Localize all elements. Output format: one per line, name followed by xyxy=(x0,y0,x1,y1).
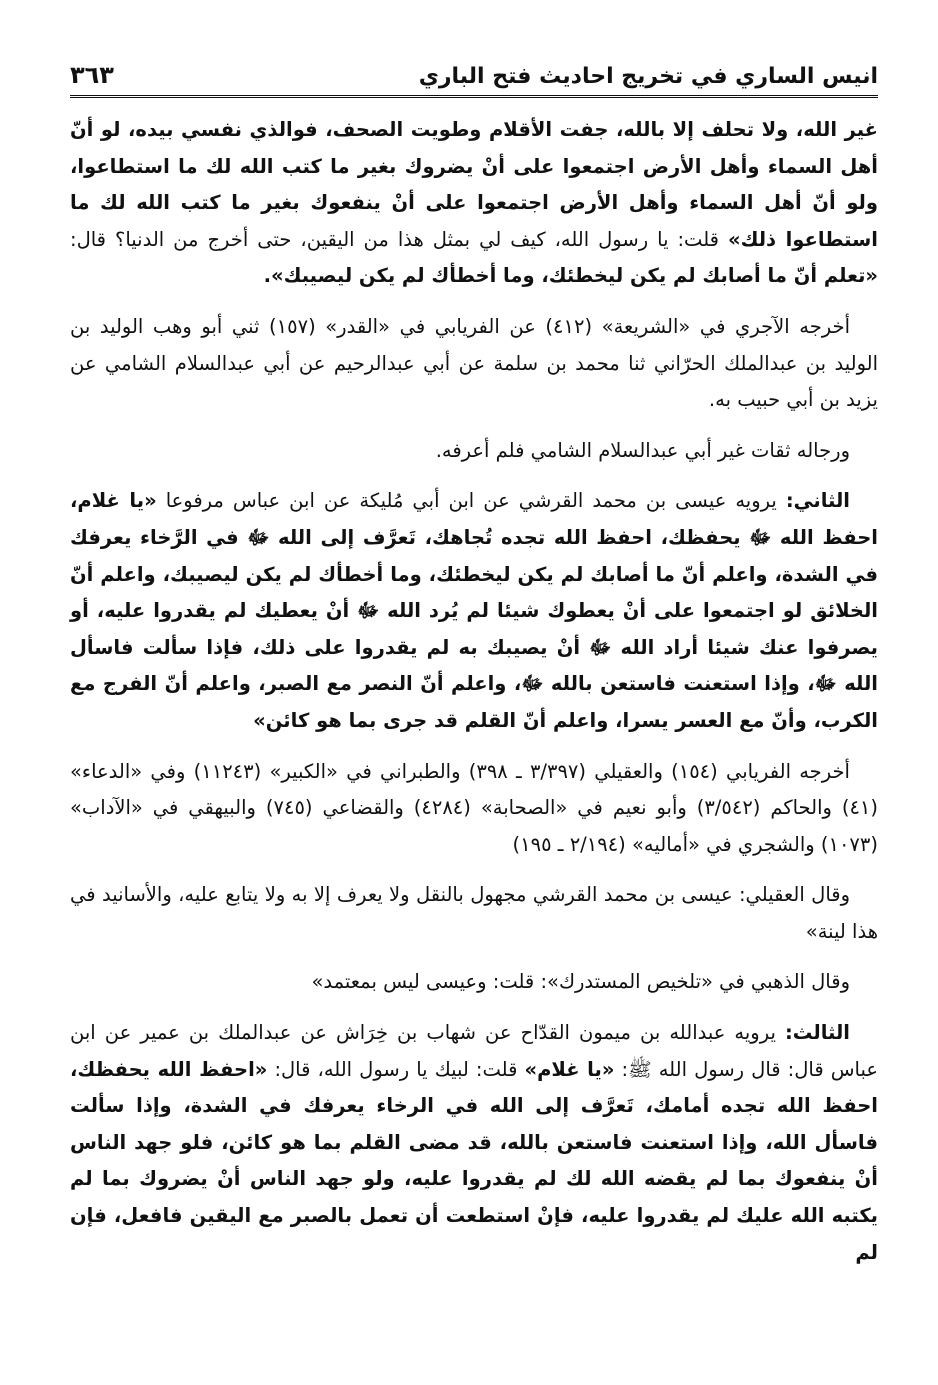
header-title: انيس الساري في تخريج احاديث فتح الباري xyxy=(418,64,878,89)
paragraph-uqayli-comment: وقال العقيلي: عيسى بن محمد القرشي مجهول بالنقل ولا يعرف إلا به ولا يتابع عليه، والأسانيد في هذا لينة» xyxy=(70,883,878,943)
narration-text: قلت: لبيك يا رسول الله، قال: xyxy=(267,1057,525,1081)
paragraph-rijal: ورجاله ثقات غير أبي عبدالسلام الشامي فلم أعرفه. xyxy=(435,438,850,462)
paragraph-third-route xyxy=(70,1015,878,1271)
paragraph-takhrij: أخرجه الفريابي (١٥٤) والعقيلي (٣/٣٩٧ ـ ٣٩٨) والطبراني في «الكبير» (١١٢٤٣) وفي «الدعاء» (٤١) والحاكم (٣/٥٤٢) وأبو نعيم في «الصحابة» (٤٢٨٤) والقضاعي (٧٤٥) والبيهقي في «الآداب» (١٠٧٣) والشجري في «أماليه» (٢/١٩٤ ـ ١٩٥) xyxy=(70,759,879,856)
narration-text: قلت: يا رسول الله، كيف لي بمثل هذا من اليقين، حتى أخرج من الدنيا؟ قال: xyxy=(70,227,728,251)
running-header xyxy=(70,46,878,98)
section-lead: الثاني: xyxy=(785,489,850,513)
hadith-text: «احفظ الله يحفظك، احفظ الله تجده أمامك، تَعرَّف إلى الله في الرخاء يعرفك في الشدة، وإذا سألت فاسأل الله، وإذا استعنت فاستعن بالله، قد مضى القلم بما هو كائن، فلو جهد الناس أنْ ينفعوك بما لم يقضه الله لك لم يقدروا عليه، ولو جهد الناس أنْ يضروك بما لم يكتبه الله عليك لم يقدروا عليه، فإنْ استطعت أن تعمل بالصبر مع اليقين فافعل، فإن لم xyxy=(70,1057,878,1264)
narration-text: يرويه عبدالله بن ميمون القدّاح عن شهاب بن خِرَاش عن عبدالملك بن عمير عن ابن عباس قال: قال رسول الله ﷺ: xyxy=(70,1021,879,1081)
paragraph-dhahabi-comment: وقال الذهبي في «تلخيص المستدرك»: قلت: وعيسى ليس بمعتمد» xyxy=(311,970,850,994)
paragraph-takhrij: أخرجه الآجري في «الشريعة» (٤١٢) عن الفريابي في «القدر» (١٥٧) ثني أبو وهب الوليد بن الوليد بن عبدالملك الحرّاني ثنا محمد بن سلمة عن أبي عبدالرحيم عن أبي عبدالسلام الشامي عن يزيد بن أبي حبيب به. xyxy=(70,314,878,412)
page-number: ٣٦٣ xyxy=(70,61,114,89)
page-body xyxy=(70,112,878,1285)
paragraph-hadith-continuation xyxy=(70,112,878,295)
hadith-text: «يا غلام» xyxy=(524,1057,615,1081)
narration-text: يرويه عيسى بن محمد القرشي عن ابن أبي مُليكة عن ابن عباس مرفوعا xyxy=(156,489,786,513)
hadith-text: «تعلم أنّ ما أصابك لم يكن ليخطئك، وما أخطأك لم يكن ليصيبك». xyxy=(263,264,878,288)
hadith-text: «يا غلام، احفظ الله ﷻ يحفظك، احفظ الله تجده تُجاهك، تَعرَّف إلى الله ﷻ في الرَّخاء يعرفك في الشدة، واعلم أنّ ما أصابك لم يكن ليخطئك، وما أخطأك لم يكن ليصيبك، واعلم أنّ الخلائق لو اجتمعوا على أنْ يعطوك شيئا لم يُرد الله ﷻ أنْ يعطيك لم يقدروا عليه، أو يصرفوا عنك شيئا أراد الله ﷻ أنْ يصيبك به لم يقدروا على ذلك، فإذا سألت فاسأل الله ﷻ، وإذا استعنت فاستعن بالله ﷻ، واعلم أنّ النصر مع الصبر، واعلم أنّ الفرج مع الكرب، وأنّ مع العسر يسرا، واعلم أنّ القلم قد جرى بما هو كائن» xyxy=(70,489,878,732)
hadith-text: غير الله، ولا تحلف إلا بالله، جفت الأقلام وطويت الصحف، فوالذي نفسي بيده، لو أنّ أهل السماء وأهل الأرض اجتمعوا على أنْ يضروك بغير ما كتب الله لك ما استطاعوا، ولو أنّ أهل السماء وأهل الأرض اجتمعوا على أنْ ينفعوك بغير ما كتب الله لك ما استطاعوا ذلك» xyxy=(70,118,878,251)
section-lead: الثالث: xyxy=(784,1021,850,1045)
paragraph-second-route xyxy=(70,483,878,739)
